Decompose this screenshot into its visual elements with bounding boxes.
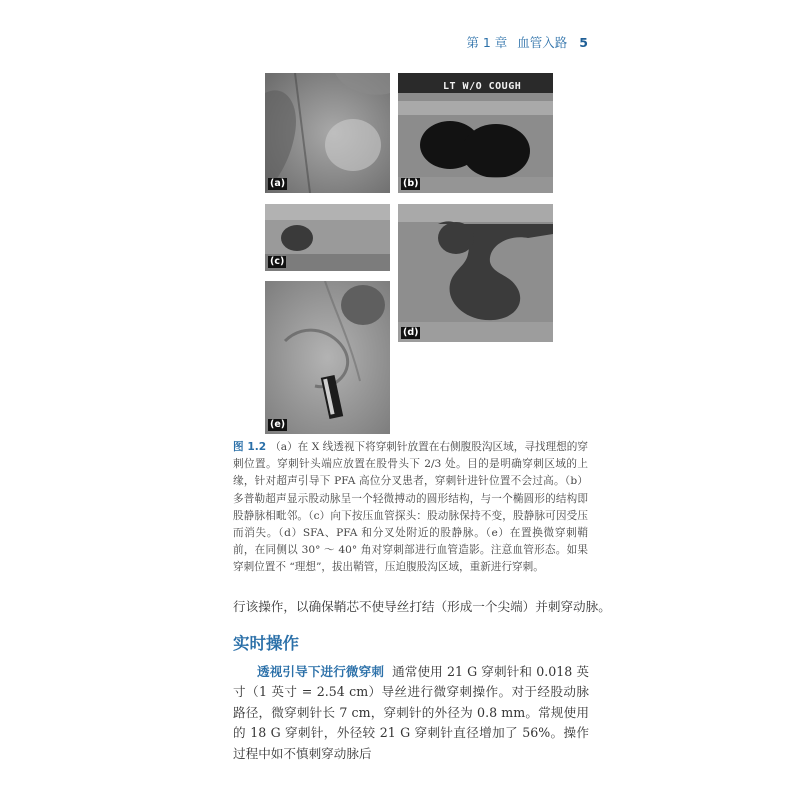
figure-caption-label: 图 1.2 — [233, 441, 267, 453]
paragraph-text: 通常使用 21 G 穿刺针和 0.018 英寸（1 英寸 = 2.54 cm）导丝进行微穿刺操作。对于经股动脉路径，微穿刺针长 7 cm，穿刺针的外径为 0.8 mm。常规使用的 18 G 穿刺针，外径较 21 G 穿刺针直径增加了 56%。操作过程中如不慎刺穿动脉后 — [233, 664, 590, 761]
figure-panel-b — [398, 73, 553, 193]
figure-panel-e — [265, 281, 390, 434]
figure-panel-c — [265, 204, 390, 271]
figure-panel-d — [398, 204, 553, 342]
continuation-line: 行该操作，以确保鞘芯不使导丝打结（形成一个尖端）并刺穿动脉。 — [233, 599, 611, 614]
panel-label-b: (b) — [403, 177, 419, 189]
panel-label-a: (a) — [270, 177, 286, 189]
figure-panel-a — [265, 73, 390, 193]
ultrasound-overlay-text: LT W/O COUGH — [443, 81, 522, 92]
body-paragraph — [233, 662, 589, 764]
paragraph-lead-in: 透视引导下进行微穿刺 — [257, 664, 385, 679]
panel-label-d: (d) — [403, 326, 419, 338]
figure-caption-text: （a）在 X 线透视下将穿刺针放置在右侧腹股沟区域，寻找理想的穿刺位置。穿刺针头端应放置在股骨头下 2/3 处。目的是明确穿刺区域的上缘，针对超声引导下 PFA 高位分叉患者，穿刺针进针位置不会过高。（b）多普勒超声显示股动脉呈一个轻微搏动的圆形结构，与一个椭圆形的结构即股静脉相毗邻。（c）向下按压血管探头：股动脉保持不变，股静脉可因受压而消失。（d）SFA、PFA 和分叉处附近的股静脉。（e）在置换微穿刺鞘前，在同侧以 30° ～ 40° 角对穿刺部进行血管造影。注意血管形态。如果穿刺位置不 “理想”，拔出鞘管，压迫腹股沟区域，重新进行穿刺。 — [233, 441, 588, 574]
panel-label-e: (e) — [270, 418, 286, 430]
fluoroscopy-image — [265, 73, 390, 193]
running-header — [466, 33, 588, 51]
ultrasound-image-d — [398, 204, 553, 342]
angiography-image — [265, 281, 390, 434]
figure-caption — [233, 439, 588, 577]
page-number: 5 — [579, 35, 588, 50]
chapter-title: 血管入路 — [517, 35, 568, 50]
panel-label-c: (c) — [270, 255, 285, 267]
section-heading: 实时操作 — [233, 634, 299, 653]
chapter-number: 第 1 章 — [466, 35, 508, 50]
